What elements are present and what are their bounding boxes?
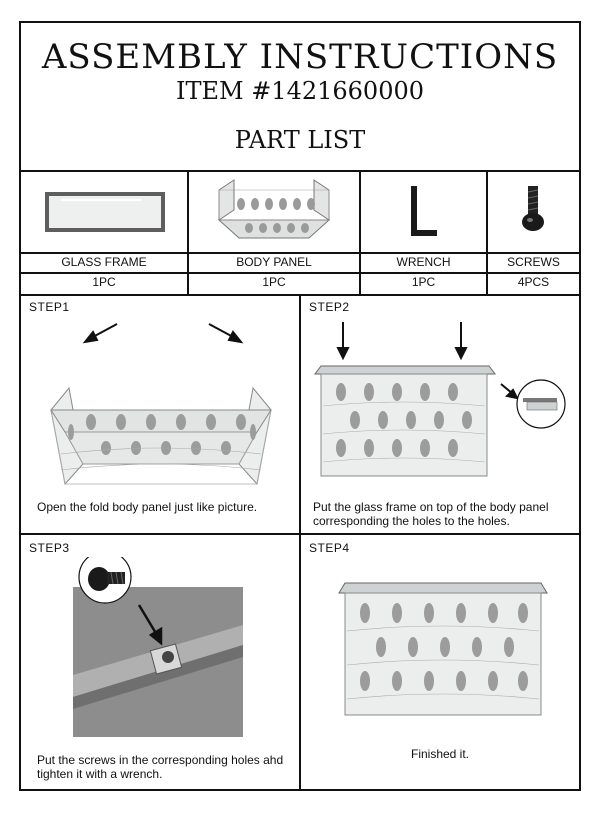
part-name: BODY PANEL xyxy=(189,252,359,274)
part-glass-frame xyxy=(21,170,189,294)
step-label: STEP3 xyxy=(29,541,70,555)
part-list-table xyxy=(21,170,579,296)
step-caption: Put the glass frame on top of the body panel corresponding the holes to the holes. xyxy=(313,500,549,528)
item-number: ITEM #1421660000 xyxy=(175,77,424,105)
part-name: GLASS FRAME xyxy=(21,252,187,274)
instruction-sheet xyxy=(19,21,581,791)
part-qty: 1PC xyxy=(92,275,116,289)
screw-icon xyxy=(488,170,579,254)
step-label: STEP1 xyxy=(29,300,70,314)
tighten-screws-illustration xyxy=(21,557,299,747)
part-body-panel xyxy=(189,170,361,294)
part-qty: 1PC xyxy=(262,275,286,289)
body-panel-icon xyxy=(189,170,359,254)
part-wrench xyxy=(361,170,488,294)
steps-grid xyxy=(21,294,579,789)
place-glass-frame-illustration xyxy=(301,312,579,512)
part-name: WRENCH xyxy=(361,252,486,274)
step-label: STEP4 xyxy=(309,541,350,555)
finished-table-illustration xyxy=(301,557,579,747)
document-title: ASSEMBLY INSTRUCTIONS xyxy=(41,37,559,77)
part-screws xyxy=(488,170,579,294)
part-list-heading: PART LIST xyxy=(234,126,366,154)
step-2 xyxy=(301,294,579,535)
part-name: SCREWS xyxy=(488,252,579,274)
part-qty: 4PCS xyxy=(517,275,550,289)
part-qty: 1PC xyxy=(411,275,436,289)
header xyxy=(21,23,579,172)
open-body-panel-illustration xyxy=(21,314,299,514)
wrench-icon xyxy=(361,170,486,254)
step-caption: Finished it. xyxy=(410,747,470,761)
step-1 xyxy=(21,294,301,535)
step-label: STEP2 xyxy=(309,300,350,314)
step-4 xyxy=(301,535,579,789)
step-caption: Put the screws in the corresponding holes ahd tighten it with a wrench. xyxy=(37,753,284,781)
step-3 xyxy=(21,535,301,789)
step-caption: Open the fold body panel just like picture. xyxy=(37,500,258,514)
glass-frame-icon xyxy=(21,170,187,254)
